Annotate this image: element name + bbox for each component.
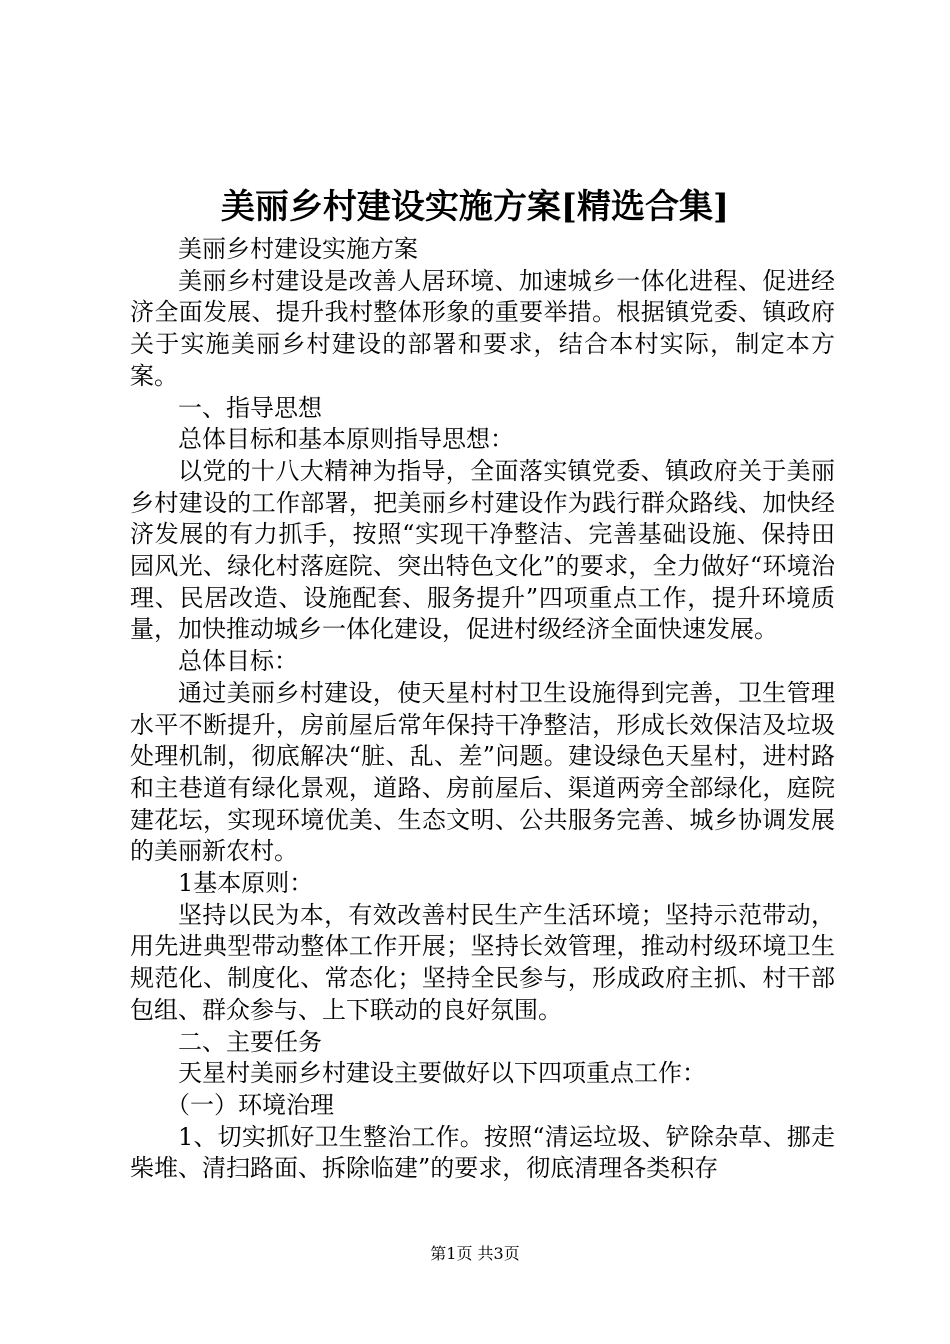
paragraph: 1、切实抓好卫生整治工作。按照“清运垃圾、铲除杂草、挪走柴堆、清扫路面、拆除临建”的要求，彻底清理各类积存 [130, 1122, 835, 1183]
section-heading: 二、主要任务 [178, 1027, 322, 1056]
document-title: 美丽乡村建设实施方案[精选合集] [220, 187, 730, 227]
subsection-heading: （一）环境治理 [166, 1090, 334, 1119]
paragraph: 天星村美丽乡村建设主要做好以下四项重点工作： [178, 1059, 706, 1088]
paragraph: 美丽乡村建设是改善人居环境、加速城乡一体化进程、促进经济全面发展、提升我村整体形象的重要举措。根据镇党委、镇政府关于实施美丽乡村建设的部署和要求，结合本村实际，制定本方案。 [130, 266, 835, 390]
paragraph: 总体目标： [178, 647, 298, 676]
paragraph: 总体目标和基本原则指导思想： [178, 425, 514, 454]
paragraph: 以党的十八大精神为指导，全面落实镇党委、镇政府关于美丽乡村建设的工作部署，把美丽乡村建设作为践行群众路线、加快经济发展的有力抓手，按照“实现干净整洁、完善基础设施、保持田园风光、绿化村落庭院、突出特色文化”的要求，全力做好“环境治理、民居改造、设施配套、服务提升”四项重点工作，提升环境质量，加快推动城乡一体化建设，促进村级经济全面快速发展。 [130, 456, 835, 644]
section-heading: 一、指导思想 [178, 393, 322, 422]
paragraph: 1基本原则： [178, 869, 314, 898]
document-body [130, 234, 835, 1185]
paragraph: 通过美丽乡村建设，使天星村村卫生设施得到完善，卫生管理水平不断提升，房前屋后常年保持干净整洁，形成长效保洁及垃圾处理机制，彻底解决“脏、乱、差”问题。建设绿色天星村，进村路和主巷道有绿化景观，道路、房前屋后、渠道两旁全部绿化，庭院建花坛，实现环境优美、生态文明、公共服务完善、城乡协调发展的美丽新农村。 [130, 678, 835, 866]
page-footer: 第1页 共3页 [430, 1244, 520, 1263]
paragraph: 美丽乡村建设实施方案 [178, 235, 418, 263]
paragraph: 坚持以民为本，有效改善村民生产生活环境；坚持示范带动，用先进典型带动整体工作开展；坚持长效管理，推动村级环境卫生规范化、制度化、常态化；坚持全民参与，形成政府主抓、村干部包组、群众参与、上下联动的良好氛围。 [130, 900, 835, 1024]
